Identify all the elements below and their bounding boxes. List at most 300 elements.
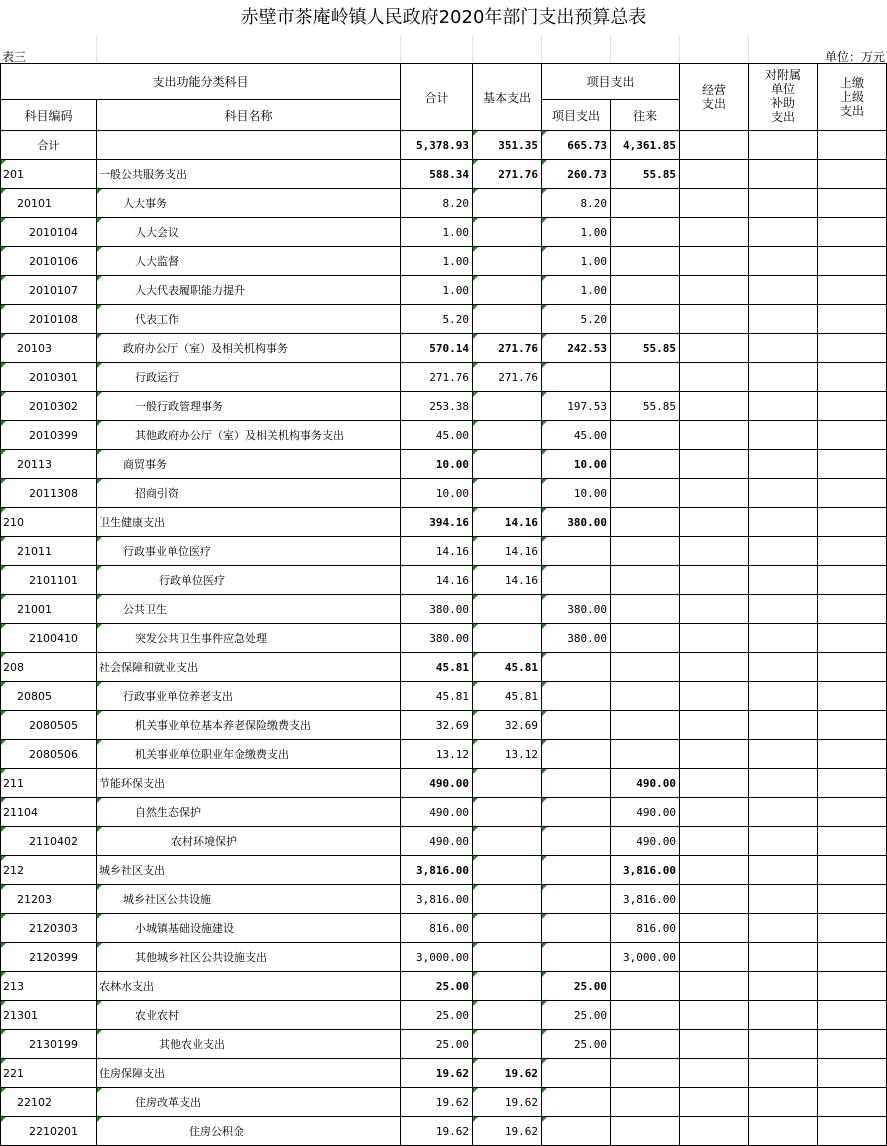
row-transfer: 3,000.00 xyxy=(611,943,680,972)
row-empty-cell xyxy=(818,798,887,827)
row-basic xyxy=(473,247,542,276)
table-row xyxy=(1,450,887,479)
row-transfer xyxy=(611,305,680,334)
table-row xyxy=(1,1001,887,1030)
row-empty-cell xyxy=(749,421,818,450)
row-basic: 351.35 xyxy=(473,131,542,160)
row-empty-cell xyxy=(749,769,818,798)
row-project xyxy=(542,740,611,769)
row-empty-cell xyxy=(749,305,818,334)
table-row xyxy=(1,827,887,856)
row-name: 一般公共服务支出 xyxy=(97,160,401,189)
row-empty-cell xyxy=(818,276,887,305)
row-project xyxy=(542,943,611,972)
table-row xyxy=(1,1030,887,1059)
row-name: 城乡社区支出 xyxy=(97,856,401,885)
row-name: 行政事业单位养老支出 xyxy=(97,682,401,711)
row-empty-cell xyxy=(818,566,887,595)
row-basic xyxy=(473,1030,542,1059)
row-project xyxy=(542,885,611,914)
table-row xyxy=(1,1088,887,1117)
row-transfer xyxy=(611,247,680,276)
row-total: 394.16 xyxy=(401,508,473,537)
row-transfer xyxy=(611,450,680,479)
row-code: 21104 xyxy=(1,798,97,827)
row-basic xyxy=(473,972,542,1001)
row-code: 21203 xyxy=(1,885,97,914)
row-name: 突发公共卫生事件应急处理 xyxy=(97,624,401,653)
row-basic: 271.76 xyxy=(473,334,542,363)
header-transfer: 往来 xyxy=(611,100,680,131)
table-row xyxy=(1,624,887,653)
table-row xyxy=(1,1059,887,1088)
row-project: 25.00 xyxy=(542,1030,611,1059)
row-total: 14.16 xyxy=(401,537,473,566)
row-code: 20113 xyxy=(1,450,97,479)
row-basic xyxy=(473,769,542,798)
row-empty-cell xyxy=(680,189,749,218)
row-code: 210 xyxy=(1,508,97,537)
row-basic xyxy=(473,305,542,334)
row-empty-cell xyxy=(749,827,818,856)
header-code: 科目编码 xyxy=(1,100,97,131)
header-subsidy: 对附属 单位 补助 支出 xyxy=(749,64,818,131)
row-total: 10.00 xyxy=(401,450,473,479)
row-empty-cell xyxy=(680,537,749,566)
row-empty-cell xyxy=(818,479,887,508)
table-row xyxy=(1,972,887,1001)
table-row xyxy=(1,1117,887,1146)
row-empty-cell xyxy=(680,595,749,624)
row-empty-cell xyxy=(749,1117,818,1146)
row-basic xyxy=(473,392,542,421)
row-empty-cell xyxy=(818,740,887,769)
row-name: 节能环保支出 xyxy=(97,769,401,798)
table-label: 表三 xyxy=(2,50,27,64)
row-project xyxy=(542,1117,611,1146)
row-code: 2010107 xyxy=(1,276,97,305)
row-name: 行政单位医疗 xyxy=(97,566,401,595)
row-total: 13.12 xyxy=(401,740,473,769)
row-basic: 32.69 xyxy=(473,711,542,740)
table-row xyxy=(1,334,887,363)
row-basic xyxy=(473,276,542,305)
row-project: 380.00 xyxy=(542,624,611,653)
header-project-group: 项目支出 xyxy=(542,64,680,100)
table-row xyxy=(1,856,887,885)
row-total: 25.00 xyxy=(401,1001,473,1030)
row-empty-cell xyxy=(680,769,749,798)
row-name: 城乡社区公共设施 xyxy=(97,885,401,914)
row-empty-cell xyxy=(818,1088,887,1117)
row-empty-cell xyxy=(680,943,749,972)
row-code: 2010108 xyxy=(1,305,97,334)
row-code: 20101 xyxy=(1,189,97,218)
row-basic: 45.81 xyxy=(473,653,542,682)
row-code: 212 xyxy=(1,856,97,885)
table-row xyxy=(1,769,887,798)
row-empty-cell xyxy=(749,943,818,972)
row-code: 201 xyxy=(1,160,97,189)
row-total: 490.00 xyxy=(401,827,473,856)
header-name: 科目名称 xyxy=(97,100,401,131)
row-total: 45.81 xyxy=(401,682,473,711)
row-project xyxy=(542,363,611,392)
row-empty-cell xyxy=(818,131,887,160)
row-empty-cell xyxy=(818,392,887,421)
subheader-row xyxy=(0,36,887,63)
table-row xyxy=(1,131,887,160)
row-empty-cell xyxy=(749,537,818,566)
row-empty-cell xyxy=(749,334,818,363)
row-empty-cell xyxy=(680,856,749,885)
row-transfer: 3,816.00 xyxy=(611,856,680,885)
table-row xyxy=(1,479,887,508)
table-row xyxy=(1,885,887,914)
row-transfer: 490.00 xyxy=(611,769,680,798)
row-empty-cell xyxy=(680,247,749,276)
row-project: 260.73 xyxy=(542,160,611,189)
row-total: 3,816.00 xyxy=(401,856,473,885)
header-business: 经营 支出 xyxy=(680,64,749,131)
row-basic: 14.16 xyxy=(473,537,542,566)
row-empty-cell xyxy=(680,798,749,827)
row-basic xyxy=(473,624,542,653)
row-total: 32.69 xyxy=(401,711,473,740)
row-empty-cell xyxy=(818,508,887,537)
row-project: 1.00 xyxy=(542,276,611,305)
budget-table xyxy=(0,63,887,1146)
row-total: 816.00 xyxy=(401,914,473,943)
row-empty-cell xyxy=(749,856,818,885)
row-empty-cell xyxy=(680,827,749,856)
header-upper: 上缴 上级 支出 xyxy=(818,64,887,131)
row-total: 45.00 xyxy=(401,421,473,450)
row-code: 21001 xyxy=(1,595,97,624)
row-total: 570.14 xyxy=(401,334,473,363)
row-transfer: 490.00 xyxy=(611,827,680,856)
row-total: 253.38 xyxy=(401,392,473,421)
row-empty-cell xyxy=(749,479,818,508)
row-empty-cell xyxy=(680,566,749,595)
row-empty-cell xyxy=(818,189,887,218)
row-transfer: 490.00 xyxy=(611,798,680,827)
row-project: 665.73 xyxy=(542,131,611,160)
row-basic xyxy=(473,1001,542,1030)
table-row xyxy=(1,392,887,421)
row-total: 380.00 xyxy=(401,624,473,653)
row-transfer: 4,361.85 xyxy=(611,131,680,160)
row-empty-cell xyxy=(680,1059,749,1088)
row-total: 19.62 xyxy=(401,1059,473,1088)
row-code: 2011308 xyxy=(1,479,97,508)
row-empty-cell xyxy=(749,566,818,595)
row-project: 25.00 xyxy=(542,1001,611,1030)
row-transfer xyxy=(611,566,680,595)
row-code: 21301 xyxy=(1,1001,97,1030)
row-transfer xyxy=(611,711,680,740)
row-project: 380.00 xyxy=(542,508,611,537)
row-empty-cell xyxy=(818,218,887,247)
row-code: 2080506 xyxy=(1,740,97,769)
table-row xyxy=(1,682,887,711)
row-empty-cell xyxy=(818,421,887,450)
row-empty-cell xyxy=(749,682,818,711)
row-code: 213 xyxy=(1,972,97,1001)
row-name: 其他城乡社区公共设施支出 xyxy=(97,943,401,972)
row-project xyxy=(542,653,611,682)
row-total: 3,000.00 xyxy=(401,943,473,972)
row-empty-cell xyxy=(818,334,887,363)
row-project xyxy=(542,682,611,711)
row-project: 1.00 xyxy=(542,218,611,247)
row-empty-cell xyxy=(818,943,887,972)
row-name: 政府办公厅（室）及相关机构事务 xyxy=(97,334,401,363)
header-total: 合计 xyxy=(401,64,473,131)
row-name: 卫生健康支出 xyxy=(97,508,401,537)
table-row xyxy=(1,943,887,972)
row-total: 1.00 xyxy=(401,247,473,276)
row-empty-cell xyxy=(680,508,749,537)
table-row xyxy=(1,421,887,450)
row-empty-cell xyxy=(749,218,818,247)
row-empty-cell xyxy=(749,798,818,827)
row-empty-cell xyxy=(818,972,887,1001)
row-name: 代表工作 xyxy=(97,305,401,334)
row-empty-cell xyxy=(818,450,887,479)
row-basic xyxy=(473,450,542,479)
row-empty-cell xyxy=(749,392,818,421)
row-empty-cell xyxy=(749,247,818,276)
table-row xyxy=(1,247,887,276)
row-empty-cell xyxy=(680,305,749,334)
row-empty-cell xyxy=(818,885,887,914)
row-project: 10.00 xyxy=(542,479,611,508)
row-name: 公共卫生 xyxy=(97,595,401,624)
row-empty-cell xyxy=(680,1001,749,1030)
row-code: 2100410 xyxy=(1,624,97,653)
row-name: 机关事业单位职业年金缴费支出 xyxy=(97,740,401,769)
row-empty-cell xyxy=(749,450,818,479)
row-total: 490.00 xyxy=(401,769,473,798)
row-project: 380.00 xyxy=(542,595,611,624)
row-transfer: 3,816.00 xyxy=(611,885,680,914)
row-basic xyxy=(473,856,542,885)
table-row xyxy=(1,305,887,334)
row-empty-cell xyxy=(749,131,818,160)
row-empty-cell xyxy=(818,305,887,334)
table-row xyxy=(1,711,887,740)
row-code: 2130199 xyxy=(1,1030,97,1059)
row-project: 10.00 xyxy=(542,450,611,479)
row-project xyxy=(542,1059,611,1088)
row-name: 人大事务 xyxy=(97,189,401,218)
row-basic xyxy=(473,885,542,914)
row-empty-cell xyxy=(680,363,749,392)
row-name: 住房保障支出 xyxy=(97,1059,401,1088)
row-empty-cell xyxy=(749,363,818,392)
row-empty-cell xyxy=(680,914,749,943)
row-empty-cell xyxy=(749,189,818,218)
row-code: 21011 xyxy=(1,537,97,566)
row-empty-cell xyxy=(749,276,818,305)
row-name: 招商引资 xyxy=(97,479,401,508)
row-name xyxy=(97,131,401,160)
row-code: 208 xyxy=(1,653,97,682)
row-transfer xyxy=(611,1001,680,1030)
row-transfer xyxy=(611,595,680,624)
row-empty-cell xyxy=(749,1030,818,1059)
row-transfer xyxy=(611,740,680,769)
table-row xyxy=(1,914,887,943)
row-empty-cell xyxy=(680,885,749,914)
row-name: 社会保障和就业支出 xyxy=(97,653,401,682)
table-row xyxy=(1,566,887,595)
row-transfer xyxy=(611,537,680,566)
row-basic xyxy=(473,218,542,247)
row-empty-cell xyxy=(749,1088,818,1117)
row-name: 农林水支出 xyxy=(97,972,401,1001)
row-name: 行政事业单位医疗 xyxy=(97,537,401,566)
row-total: 25.00 xyxy=(401,972,473,1001)
row-name: 人大代表履职能力提升 xyxy=(97,276,401,305)
header-category: 支出功能分类科目 xyxy=(1,64,401,100)
row-code: 2120399 xyxy=(1,943,97,972)
row-name: 住房公积金 xyxy=(97,1117,401,1146)
row-project: 45.00 xyxy=(542,421,611,450)
row-basic: 14.16 xyxy=(473,566,542,595)
header-basic: 基本支出 xyxy=(473,64,542,131)
row-empty-cell xyxy=(680,1030,749,1059)
row-empty-cell xyxy=(749,885,818,914)
row-transfer xyxy=(611,972,680,1001)
table-row xyxy=(1,160,887,189)
row-project xyxy=(542,827,611,856)
row-transfer xyxy=(611,1117,680,1146)
row-empty-cell xyxy=(818,827,887,856)
row-empty-cell xyxy=(749,740,818,769)
row-empty-cell xyxy=(680,682,749,711)
row-code: 2120303 xyxy=(1,914,97,943)
row-name: 其他政府办公厅（室）及相关机构事务支出 xyxy=(97,421,401,450)
row-transfer xyxy=(611,653,680,682)
row-total: 19.62 xyxy=(401,1117,473,1146)
row-code: 2080505 xyxy=(1,711,97,740)
row-transfer xyxy=(611,421,680,450)
row-empty-cell xyxy=(680,421,749,450)
row-project xyxy=(542,537,611,566)
row-name: 人大监督 xyxy=(97,247,401,276)
row-project: 25.00 xyxy=(542,972,611,1001)
row-transfer xyxy=(611,189,680,218)
row-name: 人大会议 xyxy=(97,218,401,247)
page-title: 赤壁市茶庵岭镇人民政府2020年部门支出预算总表 xyxy=(240,7,647,28)
row-empty-cell xyxy=(749,711,818,740)
row-basic: 271.76 xyxy=(473,160,542,189)
row-empty-cell xyxy=(818,682,887,711)
row-empty-cell xyxy=(818,769,887,798)
row-empty-cell xyxy=(680,1117,749,1146)
row-total: 45.81 xyxy=(401,653,473,682)
row-project xyxy=(542,914,611,943)
row-name: 商贸事务 xyxy=(97,450,401,479)
row-empty-cell xyxy=(749,624,818,653)
row-transfer: 55.85 xyxy=(611,392,680,421)
table-row xyxy=(1,740,887,769)
row-empty-cell xyxy=(680,1088,749,1117)
row-empty-cell xyxy=(818,1001,887,1030)
row-transfer xyxy=(611,218,680,247)
row-total: 8.20 xyxy=(401,189,473,218)
header-row-1 xyxy=(1,64,887,100)
row-project: 8.20 xyxy=(542,189,611,218)
unit-label: 单位：万元 xyxy=(824,50,885,64)
row-project xyxy=(542,798,611,827)
row-transfer xyxy=(611,624,680,653)
row-name: 一般行政管理事务 xyxy=(97,392,401,421)
row-basic: 19.62 xyxy=(473,1117,542,1146)
row-basic: 13.12 xyxy=(473,740,542,769)
row-empty-cell xyxy=(680,711,749,740)
row-empty-cell xyxy=(818,856,887,885)
row-code: 22102 xyxy=(1,1088,97,1117)
row-total: 14.16 xyxy=(401,566,473,595)
row-empty-cell xyxy=(680,624,749,653)
row-empty-cell xyxy=(818,247,887,276)
row-empty-cell xyxy=(818,1059,887,1088)
row-empty-cell xyxy=(818,595,887,624)
row-empty-cell xyxy=(680,334,749,363)
header-project: 项目支出 xyxy=(542,100,611,131)
row-code: 2210201 xyxy=(1,1117,97,1146)
row-project xyxy=(542,856,611,885)
row-name: 自然生态保护 xyxy=(97,798,401,827)
row-name: 小城镇基础设施建设 xyxy=(97,914,401,943)
row-empty-cell xyxy=(818,1030,887,1059)
row-transfer xyxy=(611,1088,680,1117)
row-empty-cell xyxy=(680,972,749,1001)
table-row xyxy=(1,508,887,537)
row-name: 住房改革支出 xyxy=(97,1088,401,1117)
row-basic xyxy=(473,189,542,218)
row-total: 1.00 xyxy=(401,218,473,247)
row-empty-cell xyxy=(680,392,749,421)
row-basic xyxy=(473,595,542,624)
row-basic: 19.62 xyxy=(473,1059,542,1088)
row-basic xyxy=(473,914,542,943)
row-transfer xyxy=(611,508,680,537)
row-name: 行政运行 xyxy=(97,363,401,392)
table-row xyxy=(1,653,887,682)
row-total: 5.20 xyxy=(401,305,473,334)
row-total: 380.00 xyxy=(401,595,473,624)
row-empty-cell xyxy=(749,1059,818,1088)
row-project xyxy=(542,566,611,595)
row-name: 机关事业单位基本养老保险缴费支出 xyxy=(97,711,401,740)
row-total: 271.76 xyxy=(401,363,473,392)
row-project: 5.20 xyxy=(542,305,611,334)
row-empty-cell xyxy=(680,740,749,769)
row-empty-cell xyxy=(680,131,749,160)
row-code: 211 xyxy=(1,769,97,798)
row-code: 2010399 xyxy=(1,421,97,450)
row-code: 2010106 xyxy=(1,247,97,276)
table-row xyxy=(1,218,887,247)
row-empty-cell xyxy=(749,914,818,943)
row-transfer xyxy=(611,363,680,392)
row-basic: 14.16 xyxy=(473,508,542,537)
row-transfer xyxy=(611,479,680,508)
